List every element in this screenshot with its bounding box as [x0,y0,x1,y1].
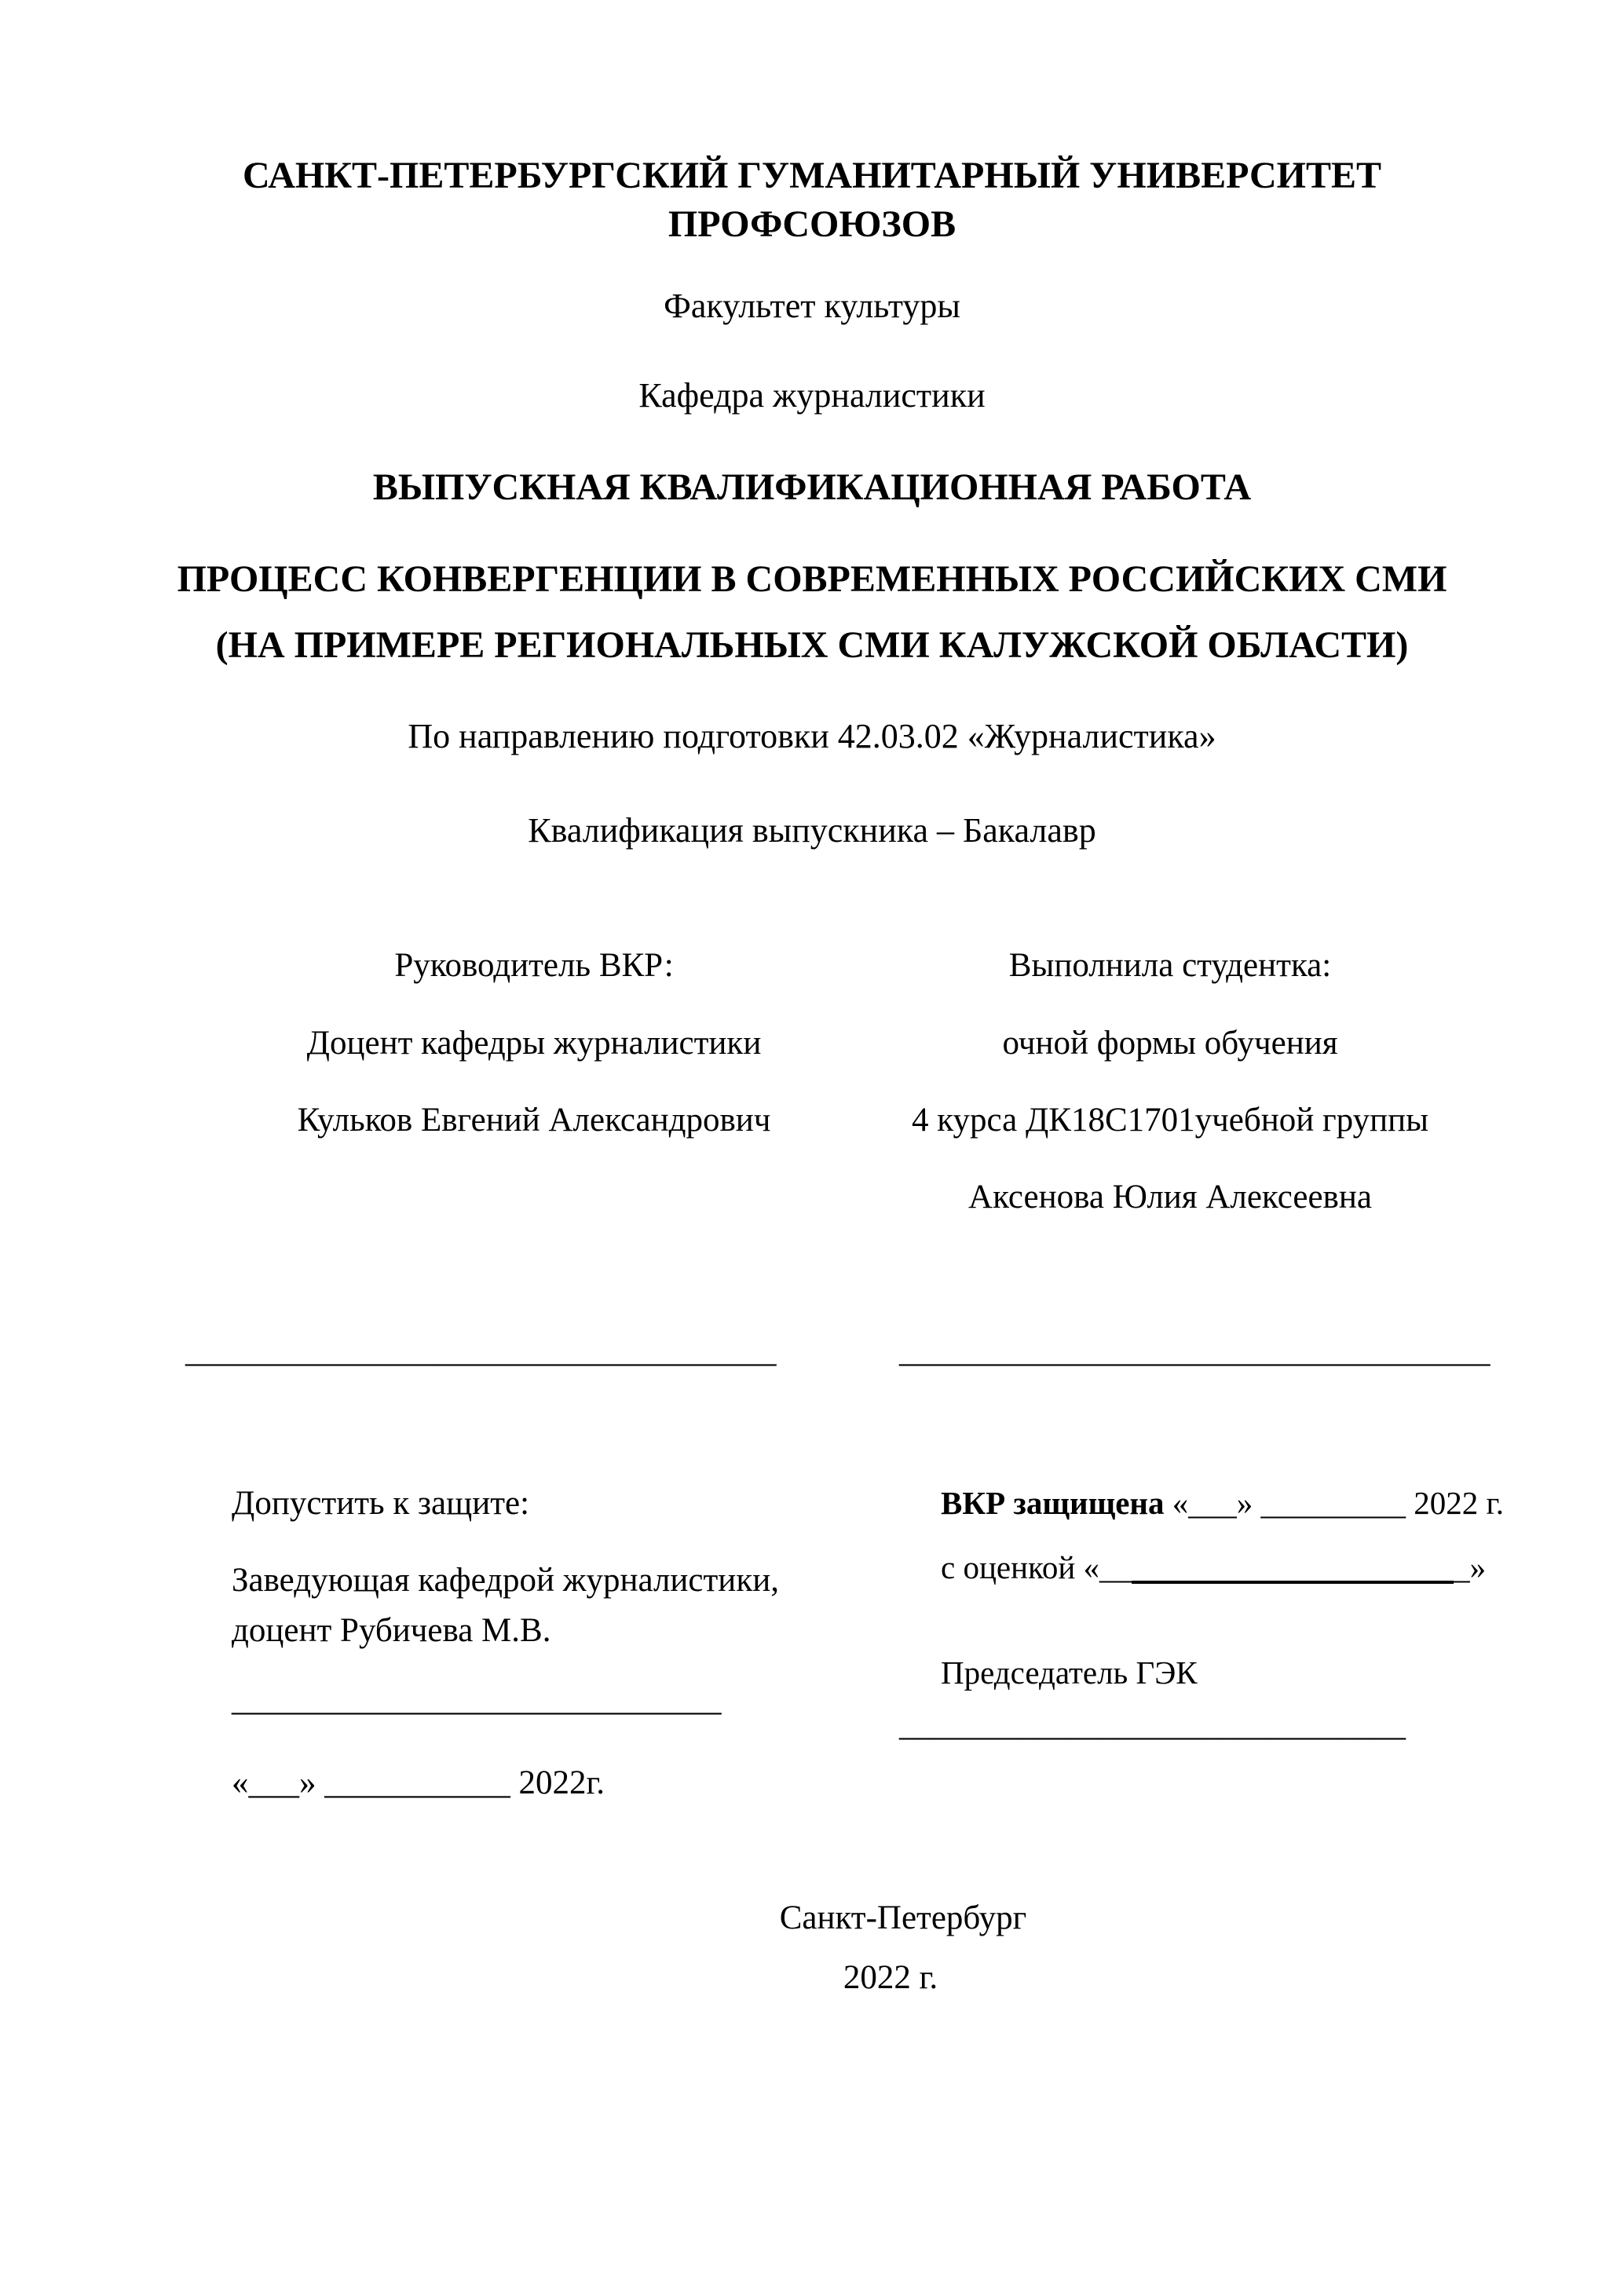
defense-status-date: «___» _________ 2022 г. [1164,1485,1504,1521]
student-label: Выполнила студентка: [1008,947,1332,984]
student-study-form: очной формы обучения [1002,1025,1338,1062]
student-group: 4 курса ДК18С1701учебной группы [911,1102,1429,1139]
supervisor-position: Доцент кафедры журналистики [306,1025,762,1062]
university-name-line1: САНКТ-ПЕТЕРБУРГСКИЙ ГУМАНИТАРНЫЙ УНИВЕРСИТЕТ [242,155,1382,196]
admission-label: Допустить к защите: [232,1485,530,1522]
grade-suffix: _» [1454,1549,1487,1585]
commission-chairman-label: Председатель ГЭК [941,1654,1198,1691]
graduate-qualification: Квалификация выпускника – Бакалавр [528,811,1096,850]
department-name: Кафедра журналистики [638,376,986,415]
faculty-name: Факультет культуры [664,287,960,325]
defense-grade [941,1548,1486,1586]
admission-date: «___» ___________ 2022г. [232,1764,605,1801]
work-type: ВЫПУСКНАЯ КВАЛИФИКАЦИОННАЯ РАБОТА [372,466,1252,508]
defense-status-bold: ВКР защищена [941,1485,1165,1521]
grade-blank: ____________________ [1132,1549,1454,1585]
work-title-line1: ПРОЦЕСС КОНВЕРГЕНЦИИ В СОВРЕМЕННЫХ РОССИЙСКИХ СМИ [177,558,1447,600]
supervisor-name: Кульков Евгений Александрович [297,1102,771,1139]
supervisor-signature-line: ___________________________________ [185,1333,777,1369]
student-name: Аксенова Юлия Алексеевна [968,1179,1372,1216]
defense-status [941,1484,1504,1522]
city: Санкт-Петербург [779,1899,1027,1936]
university-name-line2: ПРОФСОЮЗОВ [668,203,956,245]
supervisor-label: Руководитель ВКР: [394,947,674,984]
year: 2022 г. [843,1959,938,1996]
commission-chairman-signature-line: ______________________________ [899,1706,1406,1743]
student-signature-line: ___________________________________ [899,1333,1490,1369]
department-head-line2: доцент Рубичева М.В. [232,1612,551,1649]
department-head-signature-line: _____________________________ [232,1681,722,1718]
department-head-line1: Заведующая кафедрой журналистики, [232,1562,779,1599]
study-direction: По направлению подготовки 42.03.02 «Журналистика» [408,717,1216,755]
work-title-line2: (НА ПРИМЕРЕ РЕГИОНАЛЬНЫХ СМИ КАЛУЖСКОЙ ОБЛАСТИ) [215,624,1409,666]
grade-prefix: с оценкой «__ [941,1549,1132,1585]
